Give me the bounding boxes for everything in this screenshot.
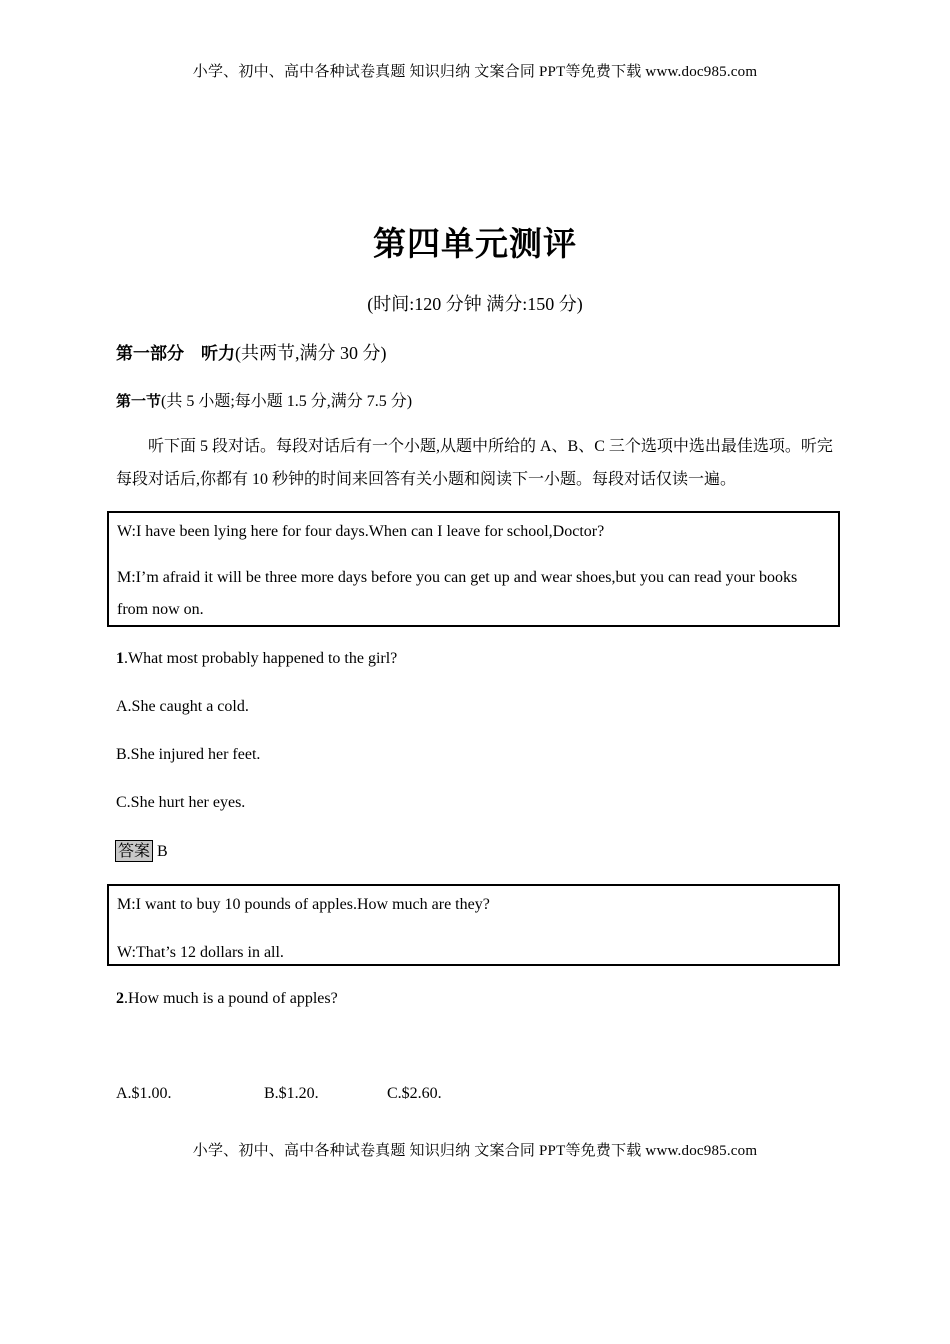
dialog-line: M:I want to buy 10 pounds of apples.How much are they?: [117, 896, 490, 913]
dialog-line: W:I have been lying here for four days.When can I leave for school,Doctor?: [117, 523, 605, 540]
part-label: 第一部分 听力: [116, 344, 235, 364]
dialog-box-1: [107, 511, 840, 627]
question-text: .What most probably happened to the girl?: [124, 650, 398, 667]
dialog-box-2: [107, 884, 840, 966]
answer-value: B: [157, 843, 168, 860]
page-title: 第四单元测评: [373, 224, 577, 263]
answer-line: [115, 840, 168, 862]
option-c: C.She hurt her eyes.: [116, 794, 246, 811]
section-label: 第一节: [116, 392, 162, 410]
option-a: A.She caught a cold.: [116, 698, 249, 715]
instructions: 听下面 5 段对话。每段对话后有一个小题,从题中所给的 A、B、C 三个选项中选出最佳选项。听完每段对话后,你都有 10 秒钟的时间来回答有关小题和阅读下一小题。每段对话仅读一遍。: [116, 438, 833, 488]
part-detail: (共两节,满分 30 分): [235, 343, 387, 363]
question-2: [116, 990, 338, 1008]
page-footer: 小学、初中、高中各种试卷真题 知识归纳 文案合同 PPT等免费下载 www.doc985.com: [192, 1143, 758, 1159]
page-header: 小学、初中、高中各种试卷真题 知识归纳 文案合同 PPT等免费下载 www.doc985.com: [192, 64, 758, 80]
dialog-line: M:I’m afraid it will be three more days before you can get up and wear shoes,but you can read your books from now on.: [117, 569, 798, 618]
question-number: 1: [116, 650, 124, 667]
section-heading: [116, 388, 412, 411]
section-detail: (共 5 小题;每小题 1.5 分,满分 7.5 分): [161, 393, 413, 410]
answer-label: 答案: [115, 840, 153, 862]
option-a: A.$1.00.: [116, 1085, 172, 1102]
option-b: B.She injured her feet.: [116, 746, 261, 763]
part-heading: [116, 339, 387, 365]
question-number: 2: [116, 990, 124, 1007]
question-1: [116, 650, 397, 668]
exam-info: (时间:120 分钟 满分:150 分): [367, 294, 583, 314]
question-text: .How much is a pound of apples?: [124, 990, 338, 1007]
option-b: B.$1.20.: [264, 1085, 319, 1102]
dialog-line: W:That’s 12 dollars in all.: [117, 944, 284, 961]
option-c: C.$2.60.: [387, 1085, 442, 1102]
